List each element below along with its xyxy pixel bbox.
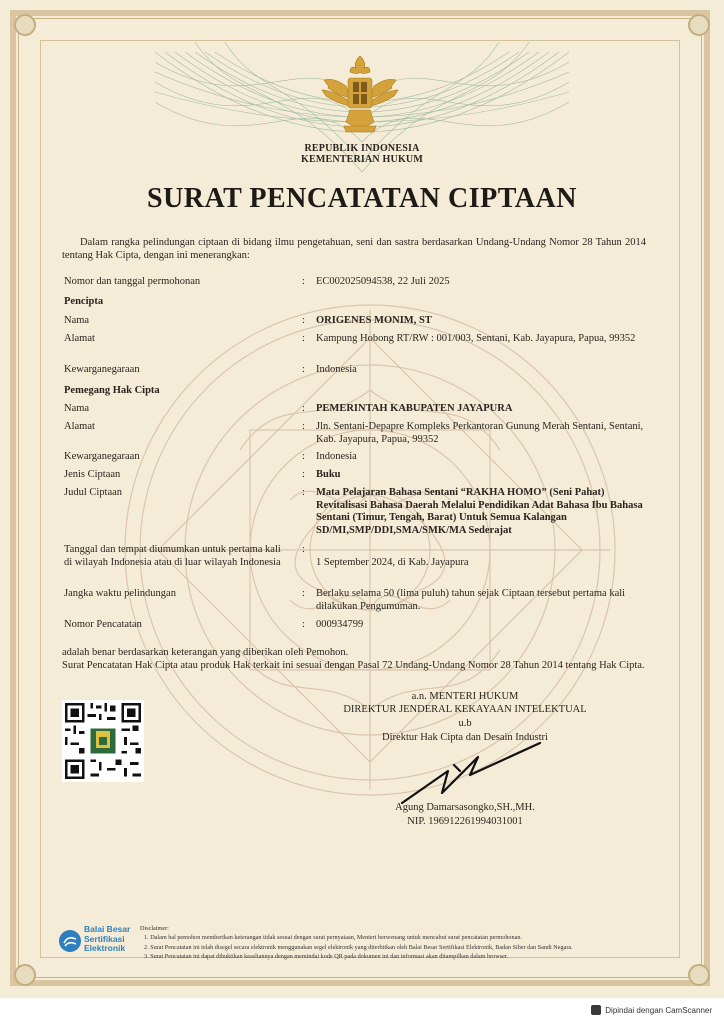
colon: : <box>302 403 305 414</box>
label-nomor-tanggal: Nomor dan tanggal permohonan <box>64 276 201 287</box>
header-kementerian: KEMENTERIAN HUKUM <box>300 154 423 165</box>
value-judul-ciptaan: Mata Pelajaran Bahasa Sentani “RAKHA HOMO” (Seni Pahat) Revitalisasi Bahasa Daerah Melalui Pendidikan Adat Bahasa Ibu Bahasa Sentani (Timur, Tengah, Barat) Untuk Semua Kalangan SD/MI,SMP/DDI,SMA/SMK/MA Sederajat <box>316 487 643 536</box>
value-tanggal-diumumkan: 1 September 2024, di Kab. Jayapura <box>316 557 469 568</box>
value-jangka-waktu: Berlaku selama 50 (lima puluh) tahun sejak Ciptaan tersebut pertama kali dilakukan Pengumuman. <box>316 588 626 612</box>
corner-ornament-icon <box>688 14 710 36</box>
label-pemegang-nama: Nama <box>64 403 90 414</box>
intro-paragraph: Dalam rangka pelindungan ciptaan di bidang ilmu pengetahuan, seni dan sastra berdasarkan Undang-Undang Nomor 28 Tahun 2014 tentang Hak Cipta, dengan ini menerangkan: <box>62 237 646 261</box>
label-jangka-waktu: Jangka waktu pelindungan <box>64 588 176 599</box>
label-jenis-ciptaan: Jenis Ciptaan <box>64 469 121 480</box>
sign-direktur: Direktur Hak Cipta dan Desain Industri <box>382 732 548 743</box>
sign-name: Agung Damarsasongko,SH.,MH. <box>395 802 535 813</box>
value-jenis-ciptaan: Buku <box>316 469 341 480</box>
disclaimer-item: 2. Surat Pencatatan ini telah disegel secara elektronik menggunakan segel elektronik yang diterbitkan oleh Balai Besar Sertifikasi Elektronik, Badan Siber dan Sandi Negara. <box>144 943 573 951</box>
value-pencipta-kewarganegaraan: Indonesia <box>316 364 357 375</box>
label-tanggal-diumumkan: Tanggal dan tempat diumumkan untuk pertama kali di wilayah Indonesia atau di luar wilayah Indonesia <box>64 544 281 568</box>
corner-ornament-icon <box>688 964 710 986</box>
section-pencipta: Pencipta <box>64 296 104 307</box>
bsre-logo-text <box>84 925 130 954</box>
header-republik: REPUBLIK INDONESIA <box>304 143 420 154</box>
bsre-line-3: Elektronik <box>84 943 126 953</box>
bsre-logo-icon <box>58 929 82 953</box>
colon: : <box>302 421 305 432</box>
label-pemegang-alamat: Alamat <box>64 421 95 432</box>
value-pencipta-alamat: Kampung Hobong RT/RW : 001/003, Sentani, Kab. Jayapura, Papua, 99352 <box>316 333 636 344</box>
colon: : <box>302 487 305 498</box>
label-pencipta-kewarganegaraan: Kewarganegaraan <box>64 364 140 375</box>
value-pemegang-alamat: Jln. Sentani-Depapre Kompleks Perkantoran Gunung Merah Sentani, Sentani, Kab. Jayapura, Papua, 99352 <box>316 421 644 445</box>
camscanner-icon <box>591 1005 601 1015</box>
disclaimer-item: 1. Dalam hal pemohon memberikan keterangan tidak sesuai dengan surat pernyataan, Menteri berwenang untuk mencabut surat pencatatan permohonan. <box>144 934 522 942</box>
sign-dirjen: DIREKTUR JENDERAL KEKAYAAN INTELEKTUAL <box>343 704 587 715</box>
disclaimer <box>140 924 680 962</box>
colon: : <box>302 619 305 630</box>
colon: : <box>302 364 305 375</box>
value-pemegang-kewarganegaraan: Indonesia <box>316 451 357 462</box>
disclaimer-item: 3. Surat Pencatatan ini dapat dibuktikan keasliannya dengan memindai kode QR pada dokumen ini dan informasi akan ditampilkan dalam browser. <box>144 953 509 961</box>
sign-an-menteri: a.n. MENTERI HUKUM <box>411 691 519 702</box>
label-pencipta-alamat: Alamat <box>64 333 95 344</box>
disclaimer-title: Disclaimer: <box>140 925 169 932</box>
value-pencipta-nama: ORIGENES MONIM, ST <box>316 315 432 326</box>
value-nomor-pencatatan: 000934799 <box>316 619 364 630</box>
colon: : <box>302 333 305 344</box>
colon: : <box>302 276 305 287</box>
bsre-line-1: Balai Besar <box>84 924 131 934</box>
closing-line-1: adalah benar berdasarkan keterangan yang diberikan oleh Pemohon. <box>62 647 349 658</box>
qr-code-icon <box>62 700 144 782</box>
garuda-emblem-icon <box>316 50 404 138</box>
sign-ub: u.b <box>458 718 472 729</box>
colon: : <box>302 469 305 480</box>
corner-ornament-icon <box>14 964 36 986</box>
label-nomor-pencatatan: Nomor Pencatatan <box>64 619 142 630</box>
sign-nip: NIP. 196912261994031001 <box>407 816 523 827</box>
camscanner-label: Dipindai dengan CamScanner <box>605 1005 712 1015</box>
corner-ornament-icon <box>14 14 36 36</box>
label-pencipta-nama: Nama <box>64 315 90 326</box>
document-title: SURAT PENCATATAN CIPTAAN <box>147 183 577 214</box>
camscanner-footer <box>591 1005 712 1015</box>
closing-line-2: Surat Pencatatan Hak Cipta atau produk Hak terkait ini sesuai dengan Pasal 72 Undang-Undang Nomor 28 Tahun 2014 tentang Hak Cipta. <box>62 659 645 671</box>
label-judul-ciptaan: Judul Ciptaan <box>64 487 123 498</box>
colon: : <box>302 544 305 555</box>
bsre-line-2: Sertifikasi <box>84 933 125 944</box>
section-pemegang: Pemegang Hak Cipta <box>64 385 160 396</box>
label-pemegang-kewarganegaraan: Kewarganegaraan <box>64 451 140 462</box>
value-nomor-tanggal: EC002025094538, 22 Juli 2025 <box>316 276 450 287</box>
closing-text <box>62 647 652 672</box>
value-pemegang-nama: PEMERINTAH KABUPATEN JAYAPURA <box>316 403 513 414</box>
colon: : <box>302 588 305 599</box>
colon: : <box>302 451 305 462</box>
colon: : <box>302 315 305 326</box>
